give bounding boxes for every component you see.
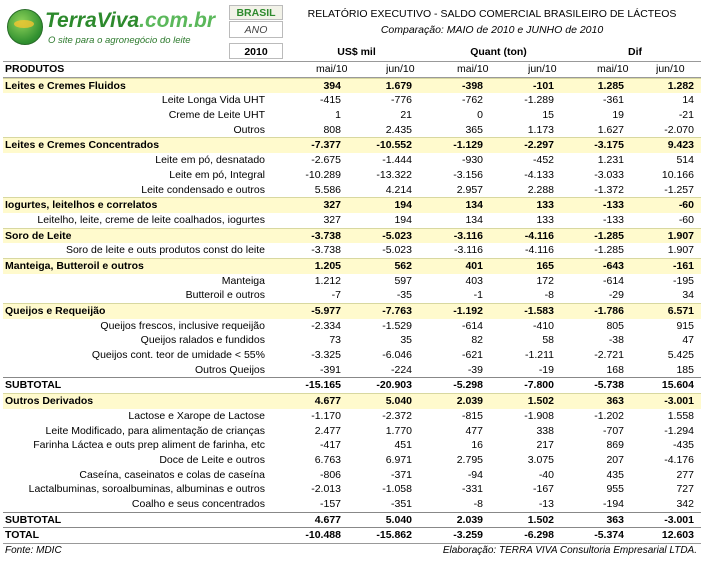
- value-cell: 15: [542, 109, 554, 122]
- value-cell: 5.040: [385, 395, 412, 408]
- value-cell: -1.294: [664, 424, 694, 437]
- row-label: Leite em pó, desnatado: [155, 154, 265, 167]
- value-cell: -161: [672, 259, 694, 272]
- value-cell: -3.001: [664, 395, 694, 408]
- value-cell: 805: [606, 319, 624, 332]
- row-label: Leites e Cremes Concentrados: [5, 139, 160, 152]
- value-cell: 727: [676, 483, 694, 496]
- value-cell: 19: [612, 109, 624, 122]
- value-cell: 2.795: [456, 453, 483, 466]
- value-cell: -3.033: [594, 168, 624, 181]
- col-month: jun/10: [528, 63, 557, 75]
- value-cell: -614: [602, 274, 624, 287]
- value-cell: -8: [473, 497, 483, 510]
- table-row: [3, 274, 701, 289]
- table-row: [3, 348, 701, 363]
- row-label: Leites e Cremes Fluidos: [5, 79, 126, 92]
- value-cell: -1.786: [594, 305, 624, 317]
- value-cell: -194: [602, 497, 624, 510]
- row-label: Outros Derivados: [5, 395, 94, 408]
- value-cell: 401: [465, 259, 483, 272]
- value-cell: -1.529: [382, 319, 412, 332]
- value-cell: -4.116: [524, 229, 554, 242]
- value-cell: 1.502: [527, 513, 554, 526]
- value-cell: -6.298: [524, 529, 554, 542]
- value-cell: -621: [461, 349, 483, 362]
- value-cell: -361: [602, 94, 624, 107]
- value-cell: -930: [461, 154, 483, 167]
- value-cell: -762: [461, 94, 483, 107]
- logo-tagline: O site para o agronegócio do leite: [48, 35, 191, 46]
- value-cell: -2.372: [382, 409, 412, 422]
- category-row: [3, 393, 701, 409]
- value-cell: -224: [390, 363, 412, 376]
- value-cell: 1.231: [597, 154, 624, 167]
- table-row: [3, 468, 701, 483]
- value-cell: -6.046: [382, 349, 412, 362]
- value-cell: -371: [390, 468, 412, 481]
- value-cell: 1.907: [667, 229, 694, 242]
- value-cell: -5.738: [594, 379, 624, 392]
- value-cell: 0: [477, 109, 483, 122]
- report-footer: [3, 543, 701, 558]
- value-cell: 2.288: [527, 183, 554, 196]
- value-cell: -331: [461, 483, 483, 496]
- value-cell: -3.116: [454, 244, 483, 257]
- value-cell: -1.444: [382, 154, 412, 167]
- value-cell: 562: [394, 259, 412, 272]
- value-cell: -157: [319, 497, 341, 510]
- value-cell: -7.800: [524, 379, 554, 392]
- value-cell: 1.212: [314, 274, 341, 287]
- table-row: [3, 363, 701, 378]
- value-cell: 514: [676, 154, 694, 167]
- table-row: [3, 93, 701, 108]
- table-row: [3, 168, 701, 183]
- value-cell: -133: [602, 213, 624, 226]
- value-cell: -3.175: [594, 139, 624, 152]
- year-label: 2010: [229, 43, 283, 59]
- value-cell: 168: [606, 363, 624, 376]
- value-cell: 165: [536, 259, 554, 272]
- row-label: Caseína, caseinatos e colas de caseína: [79, 468, 265, 481]
- value-cell: 1.502: [527, 395, 554, 408]
- row-label: SUBTOTAL: [5, 379, 62, 392]
- value-cell: 363: [606, 513, 624, 526]
- value-cell: -1.211: [525, 349, 554, 362]
- value-cell: -1.058: [382, 483, 412, 496]
- value-cell: -1.202: [594, 409, 624, 422]
- table-row: [3, 183, 701, 198]
- value-cell: -7.377: [311, 139, 341, 152]
- value-cell: 15.604: [661, 379, 694, 392]
- value-cell: 5.425: [667, 349, 694, 362]
- ano-label: ANO: [229, 21, 283, 38]
- value-cell: -3.259: [453, 529, 483, 542]
- value-cell: -10.289: [305, 168, 341, 181]
- value-cell: -5.023: [382, 229, 412, 242]
- value-cell: -101: [532, 79, 554, 92]
- value-cell: -2.675: [311, 154, 341, 167]
- row-label: Outros: [233, 123, 265, 136]
- col-month: mai/10: [457, 63, 489, 75]
- value-cell: -815: [461, 409, 483, 422]
- value-cell: 12.603: [661, 529, 694, 542]
- value-cell: -1.372: [594, 183, 624, 196]
- report-subtitle: Comparação: MAIO de 2010 e JUNHO de 2010: [380, 24, 604, 36]
- row-label: Soro de leite e outs produtos const do leite: [65, 244, 265, 257]
- col-products: PRODUTOS: [5, 63, 65, 75]
- value-cell: -35: [396, 289, 412, 302]
- row-label: Coalho e seus concentrados: [131, 497, 265, 510]
- row-label: Leite Modificado, para alimentação de crianças: [45, 424, 265, 437]
- value-cell: 1.285: [597, 79, 624, 92]
- value-cell: 327: [323, 199, 341, 212]
- row-label: Creme de Leite UHT: [168, 109, 265, 122]
- group-dif: Dif: [628, 46, 642, 58]
- value-cell: 194: [394, 213, 412, 226]
- table-row: [3, 482, 701, 497]
- value-cell: -1.257: [664, 183, 694, 196]
- value-cell: 10.166: [661, 168, 694, 181]
- col-month: mai/10: [316, 63, 348, 75]
- value-cell: 338: [536, 424, 554, 437]
- value-cell: -39: [467, 363, 483, 376]
- value-cell: 1.282: [667, 79, 694, 92]
- row-label: SUBTOTAL: [5, 513, 62, 526]
- value-cell: 58: [542, 334, 554, 347]
- value-cell: 47: [682, 334, 694, 347]
- value-cell: 133: [536, 213, 554, 226]
- country-label: BRASIL: [229, 5, 283, 20]
- value-cell: 403: [465, 274, 483, 287]
- value-cell: -4.133: [524, 168, 554, 181]
- value-cell: -195: [672, 274, 694, 287]
- value-cell: 477: [465, 424, 483, 437]
- value-cell: 597: [394, 274, 412, 287]
- value-cell: 172: [536, 274, 554, 287]
- value-cell: -10.488: [305, 529, 341, 542]
- value-cell: -3.116: [453, 229, 483, 242]
- row-label: Outros Queijos: [194, 363, 265, 376]
- row-label: Farinha Láctea e outs prep aliment de farinha, etc: [33, 439, 265, 452]
- row-label: Queijos ralados e fundidos: [140, 334, 265, 347]
- row-label: Queijos frescos, inclusive requeijão: [100, 319, 265, 332]
- value-cell: 869: [606, 439, 624, 452]
- value-cell: 2.477: [314, 424, 341, 437]
- source-note: Fonte: MDIC: [5, 545, 62, 556]
- report-header: [3, 3, 701, 62]
- value-cell: -776: [390, 94, 412, 107]
- value-cell: 133: [536, 199, 554, 212]
- table-row: [3, 497, 701, 512]
- value-cell: 2.039: [456, 395, 483, 408]
- row-label: Iogurtes, leitelhos e correlatos: [5, 199, 158, 212]
- value-cell: 435: [606, 468, 624, 481]
- value-cell: 342: [676, 497, 694, 510]
- category-row: [3, 258, 701, 274]
- row-label: Queijos cont. teor de umidade < 55%: [91, 349, 265, 362]
- value-cell: -7: [331, 289, 341, 302]
- value-cell: -19: [538, 363, 554, 376]
- value-cell: 1.173: [527, 123, 554, 136]
- value-cell: -3.001: [664, 513, 694, 526]
- table-row: [3, 424, 701, 439]
- value-cell: -3.738: [311, 229, 341, 242]
- value-cell: -2.013: [311, 483, 341, 496]
- value-cell: 915: [676, 319, 694, 332]
- value-cell: 365: [465, 123, 483, 136]
- terraviva-logo: [3, 5, 229, 57]
- value-cell: -1.129: [453, 139, 483, 152]
- value-cell: -1.285: [594, 244, 624, 257]
- value-cell: -1: [473, 289, 483, 302]
- row-label: Doce de Leite e outros: [159, 453, 265, 466]
- value-cell: 3.075: [527, 453, 554, 466]
- value-cell: -7.763: [382, 305, 412, 317]
- value-cell: 35: [400, 334, 412, 347]
- table-row: [3, 288, 701, 303]
- value-cell: -2.297: [524, 139, 554, 152]
- value-cell: 1.679: [385, 79, 412, 92]
- value-cell: -5.023: [382, 244, 412, 257]
- group-usd: US$ mil: [337, 46, 376, 58]
- total-row: [3, 377, 701, 393]
- value-cell: -3.738: [311, 244, 341, 257]
- row-label: Manteiga: [221, 274, 265, 287]
- value-cell: 34: [682, 289, 694, 302]
- value-cell: -2.334: [311, 319, 341, 332]
- report-sheet: [3, 3, 701, 558]
- table-row: [3, 108, 701, 123]
- value-cell: -8: [544, 289, 554, 302]
- value-cell: -417: [319, 439, 341, 452]
- value-cell: -1.170: [311, 409, 341, 422]
- value-cell: 194: [394, 199, 412, 212]
- value-cell: 1.627: [597, 123, 624, 136]
- logo-title: TerraViva.com.br: [45, 9, 216, 32]
- total-row: [3, 512, 701, 528]
- value-cell: -15.862: [376, 529, 412, 542]
- value-cell: 394: [323, 79, 341, 92]
- value-cell: 1: [335, 109, 341, 122]
- value-cell: 21: [400, 109, 412, 122]
- value-cell: -2.721: [594, 349, 624, 362]
- table-body: [3, 78, 701, 543]
- table-row: [3, 409, 701, 424]
- category-row: [3, 78, 701, 94]
- value-cell: -133: [602, 199, 624, 212]
- value-cell: 4.214: [385, 183, 412, 196]
- value-cell: 4.677: [314, 513, 341, 526]
- value-cell: -40: [538, 468, 554, 481]
- value-cell: -1.583: [524, 305, 554, 317]
- total-row: [3, 527, 701, 543]
- value-cell: 207: [606, 453, 624, 466]
- credit-note: Elaboração: TERRA VIVA Consultoria Empresarial LTDA.: [442, 545, 697, 556]
- value-cell: 5.040: [385, 513, 412, 526]
- group-quant: Quant (ton): [470, 46, 527, 58]
- table-row: [3, 319, 701, 334]
- col-month: jun/10: [656, 63, 685, 75]
- value-cell: -60: [678, 199, 694, 212]
- value-cell: -806: [319, 468, 341, 481]
- col-month: jun/10: [386, 63, 415, 75]
- value-cell: -60: [678, 213, 694, 226]
- value-cell: 1.205: [314, 259, 341, 272]
- value-cell: -29: [608, 289, 624, 302]
- value-cell: 327: [323, 213, 341, 226]
- table-row: [3, 333, 701, 348]
- value-cell: -21: [678, 109, 694, 122]
- table-row: [3, 453, 701, 468]
- value-cell: -614: [461, 319, 483, 332]
- value-cell: 451: [394, 439, 412, 452]
- value-cell: 2.435: [385, 123, 412, 136]
- value-cell: -2.070: [664, 123, 694, 136]
- value-cell: -1.285: [594, 229, 624, 242]
- col-month: mai/10: [597, 63, 629, 75]
- value-cell: -4.116: [525, 244, 554, 257]
- value-cell: 6.571: [667, 305, 694, 317]
- value-cell: 6.763: [314, 453, 341, 466]
- value-cell: 73: [329, 334, 341, 347]
- value-cell: -38: [608, 334, 624, 347]
- value-cell: 2.957: [456, 183, 483, 196]
- value-cell: -4.176: [664, 453, 694, 466]
- row-label: Lactalbuminas, soroalbuminas, albuminas e outros: [28, 483, 265, 496]
- value-cell: -5.374: [594, 529, 624, 542]
- table-row: [3, 153, 701, 168]
- value-cell: -20.903: [376, 379, 412, 392]
- value-cell: 14: [682, 94, 694, 107]
- category-row: [3, 197, 701, 213]
- value-cell: 4.677: [314, 395, 341, 408]
- value-cell: 185: [676, 363, 694, 376]
- value-cell: 955: [606, 483, 624, 496]
- value-cell: -3.325: [311, 349, 341, 362]
- value-cell: -1.192: [453, 305, 483, 317]
- value-cell: -167: [532, 483, 554, 496]
- value-cell: 5.586: [314, 183, 341, 196]
- value-cell: -1.908: [524, 409, 554, 422]
- value-cell: -643: [602, 259, 624, 272]
- value-cell: 2.039: [456, 513, 483, 526]
- value-cell: 6.971: [385, 453, 412, 466]
- value-cell: 363: [606, 395, 624, 408]
- value-cell: -435: [672, 439, 694, 452]
- row-label: Butteroil e outros: [185, 289, 265, 302]
- value-cell: 134: [465, 199, 483, 212]
- row-label: Leitelho, leite, creme de leite coalhados, iogurtes: [37, 213, 265, 226]
- row-label: Soro de Leite: [5, 229, 72, 242]
- value-cell: -398: [461, 79, 483, 92]
- value-cell: -410: [532, 319, 554, 332]
- table-row: [3, 123, 701, 138]
- table-row: [3, 438, 701, 453]
- row-label: Leite em pó, Integral: [169, 168, 265, 181]
- row-label: Lactose e Xarope de Lactose: [128, 409, 265, 422]
- row-label: Manteiga, Butteroil e outros: [5, 259, 144, 272]
- category-row: [3, 137, 701, 153]
- table-row: [3, 243, 701, 258]
- row-label: Leite condensado e outros: [141, 183, 265, 196]
- value-cell: -13: [538, 497, 554, 510]
- value-cell: -13.322: [376, 168, 412, 181]
- value-cell: -351: [390, 497, 412, 510]
- column-header-row: [3, 62, 701, 78]
- value-cell: -452: [532, 154, 554, 167]
- value-cell: -1.289: [524, 94, 554, 107]
- value-cell: -415: [319, 94, 341, 107]
- row-label: TOTAL: [5, 529, 40, 542]
- value-cell: 82: [471, 334, 483, 347]
- value-cell: 134: [465, 213, 483, 226]
- row-label: Queijos e Requeijão: [5, 305, 106, 317]
- report-title: RELATÓRIO EXECUTIVO - SALDO COMERCIAL BRASILEIRO DE LÁCTEOS: [307, 8, 677, 20]
- category-row: [3, 228, 701, 244]
- value-cell: -5.977: [311, 305, 341, 317]
- row-label: Leite Longa Vida UHT: [161, 94, 265, 107]
- value-cell: -391: [319, 363, 341, 376]
- value-cell: 217: [536, 439, 554, 452]
- value-cell: -15.165: [305, 379, 341, 392]
- value-cell: -10.552: [376, 139, 412, 152]
- table-row: [3, 213, 701, 228]
- value-cell: 9.423: [667, 139, 694, 152]
- value-cell: 1.770: [385, 424, 412, 437]
- globe-icon: [7, 9, 43, 45]
- value-cell: 1.558: [667, 409, 694, 422]
- value-cell: -707: [602, 424, 624, 437]
- value-cell: -5.298: [453, 379, 483, 392]
- value-cell: 808: [323, 123, 341, 136]
- value-cell: 16: [471, 439, 483, 452]
- category-row: [3, 303, 701, 319]
- value-cell: 1.907: [667, 244, 694, 257]
- value-cell: 277: [676, 468, 694, 481]
- value-cell: -3.156: [453, 168, 483, 181]
- value-cell: -94: [467, 468, 483, 481]
